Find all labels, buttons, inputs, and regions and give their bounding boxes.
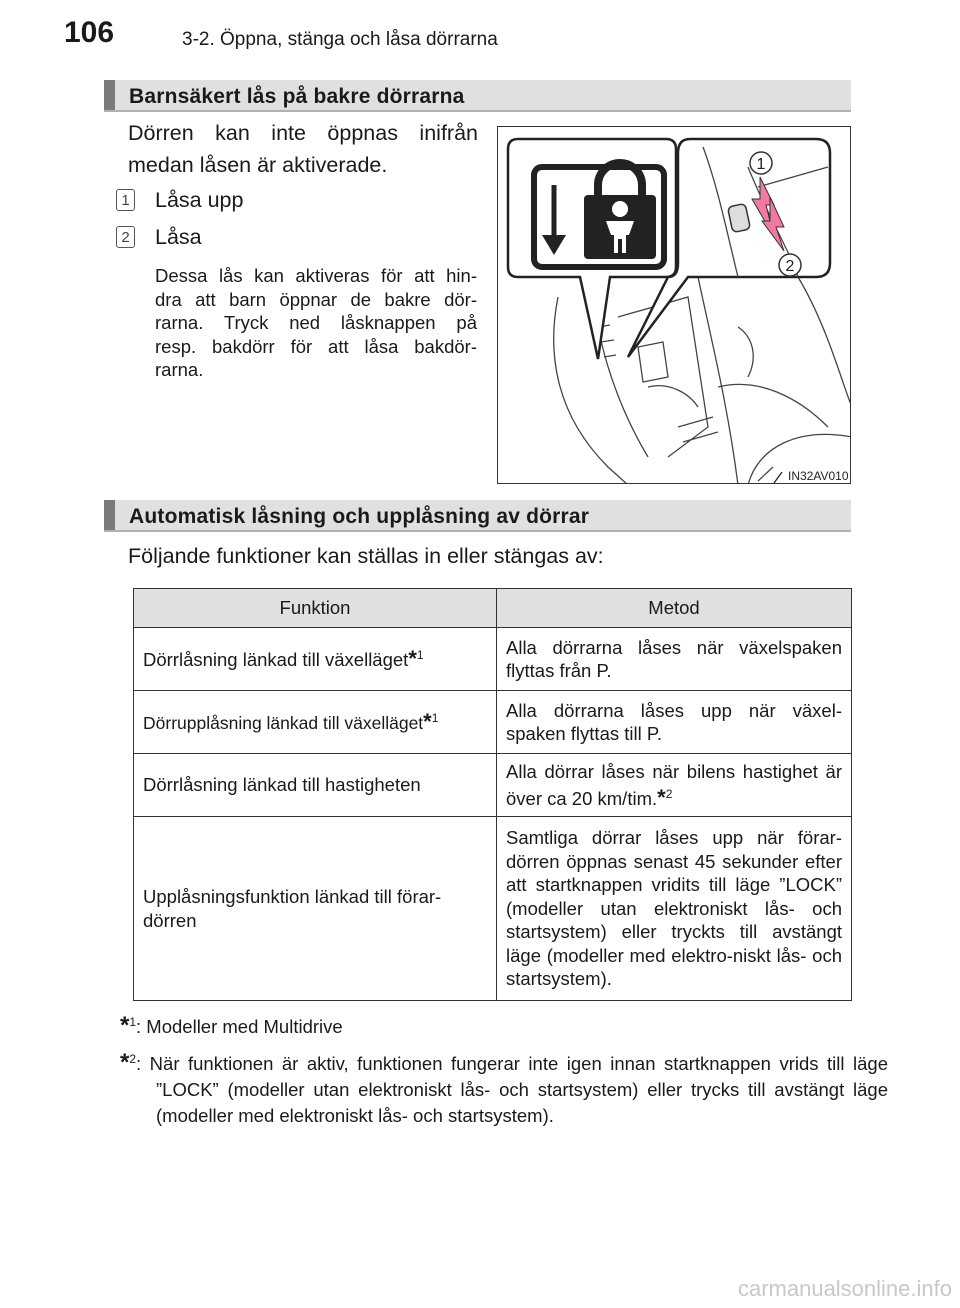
footnote-star: * (408, 646, 417, 671)
footnote-star: * (657, 785, 666, 810)
footnote-ref: 2 (129, 1052, 137, 1066)
footnote-ref: 1 (431, 711, 439, 725)
function-text: Dörrlåsning länkad till växelläget (143, 649, 409, 670)
note-line: rarna. Tryck ned låsknappen på (155, 312, 477, 333)
footnote-star: * (423, 709, 432, 734)
table-intro: Följande funktioner kan ställas in eller stängas av: (128, 544, 604, 568)
table-header-method: Metod (497, 589, 852, 628)
function-cell: Upplåsningsfunktion länkad till förar-dörren (134, 817, 497, 1001)
figure-code: IN32AV010 (788, 469, 849, 483)
callout-2: 2 (785, 258, 795, 275)
footnote-text: : När funktionen är aktiv, funktionen fungerar inte igen innan startknappen vrids till läge ”LOCK” (modeller utan elektroniskt lås- och startsystem) eller trycks till avstängt läge (modeller med elektroniskt lås- och startsystem). (136, 1053, 888, 1126)
table-row (134, 754, 852, 817)
function-cell: Dörrlåsning länkad till hastigheten (134, 754, 497, 817)
section-heading-bar (104, 500, 115, 530)
section-heading-text: Barnsäkert lås på bakre dörrarna (129, 85, 465, 108)
callout-1: 1 (756, 156, 766, 173)
method-cell (497, 754, 852, 817)
function-cell (134, 628, 497, 691)
note-line: dra att barn öppnar de bakre dör- (155, 288, 477, 310)
watermark: carmanualsonline.info (737, 1276, 952, 1301)
footnote-star: * (120, 1012, 130, 1039)
table-row (134, 817, 852, 1001)
function-cell (134, 691, 497, 754)
footnote-star: * (120, 1049, 130, 1076)
note-paragraph (155, 264, 477, 382)
table-header-function: Funktion (134, 589, 497, 628)
item-number-2: 2 (116, 226, 135, 248)
footnote-text: : Modeller med Multidrive (136, 1016, 343, 1037)
method-cell: Samtliga dörrar låses upp när förar-dörren öppnas senast 45 sekunder efter att startknappen vridits till läge ”LOCK” (modeller utan elektroniskt lås- och startsystem) eller tryckts till avstängt läge (modeller med elektro-niskt lås- och startsystem). (497, 817, 852, 1001)
method-cell: Alla dörrarna låses när växelspaken flyttas från P. (497, 628, 852, 691)
child-lock-illustration (497, 126, 851, 484)
function-text: Dörrupplåsning länkad till växelläget (143, 713, 424, 733)
method-cell: Alla dörrarna låses upp när växel-spaken flyttas till P. (497, 691, 852, 754)
intro-line-1: Dörren kan inte öppnas inifrån (128, 121, 478, 145)
intro-line-2: medan låsen är aktiverade. (128, 153, 388, 177)
note-line: rarna. (155, 359, 204, 380)
footnote-ref: 2 (665, 787, 673, 801)
table-row (134, 628, 852, 691)
item-label-lock: Låsa (155, 225, 202, 249)
footnote-ref: 1 (129, 1015, 137, 1029)
note-line: resp. bakdörr för att låsa bakdör- (155, 335, 477, 357)
footnote-2 (120, 1046, 888, 1129)
table-row (134, 691, 852, 754)
section-heading-text: Automatisk låsning och upplåsning av dörrar (129, 505, 590, 528)
running-title: 3-2. Öppna, stänga och låsa dörrarna (182, 29, 498, 50)
section-heading-auto-lock (104, 500, 851, 532)
page-number: 106 (64, 16, 115, 49)
method-text: Alla dörrar låses när bilens hastighet är över ca 20 km/tim. (506, 760, 842, 809)
footnote-ref: 1 (416, 648, 424, 662)
footnote-1 (120, 1010, 855, 1039)
section-heading-child-lock (104, 80, 851, 112)
item-number-1: 1 (116, 189, 135, 211)
item-label-unlock: Låsa upp (155, 188, 244, 212)
section-heading-bar (104, 80, 115, 110)
function-table (133, 588, 852, 1001)
door-drawing (498, 127, 851, 484)
note-line: Dessa lås kan aktiveras för att hin- (155, 265, 477, 286)
